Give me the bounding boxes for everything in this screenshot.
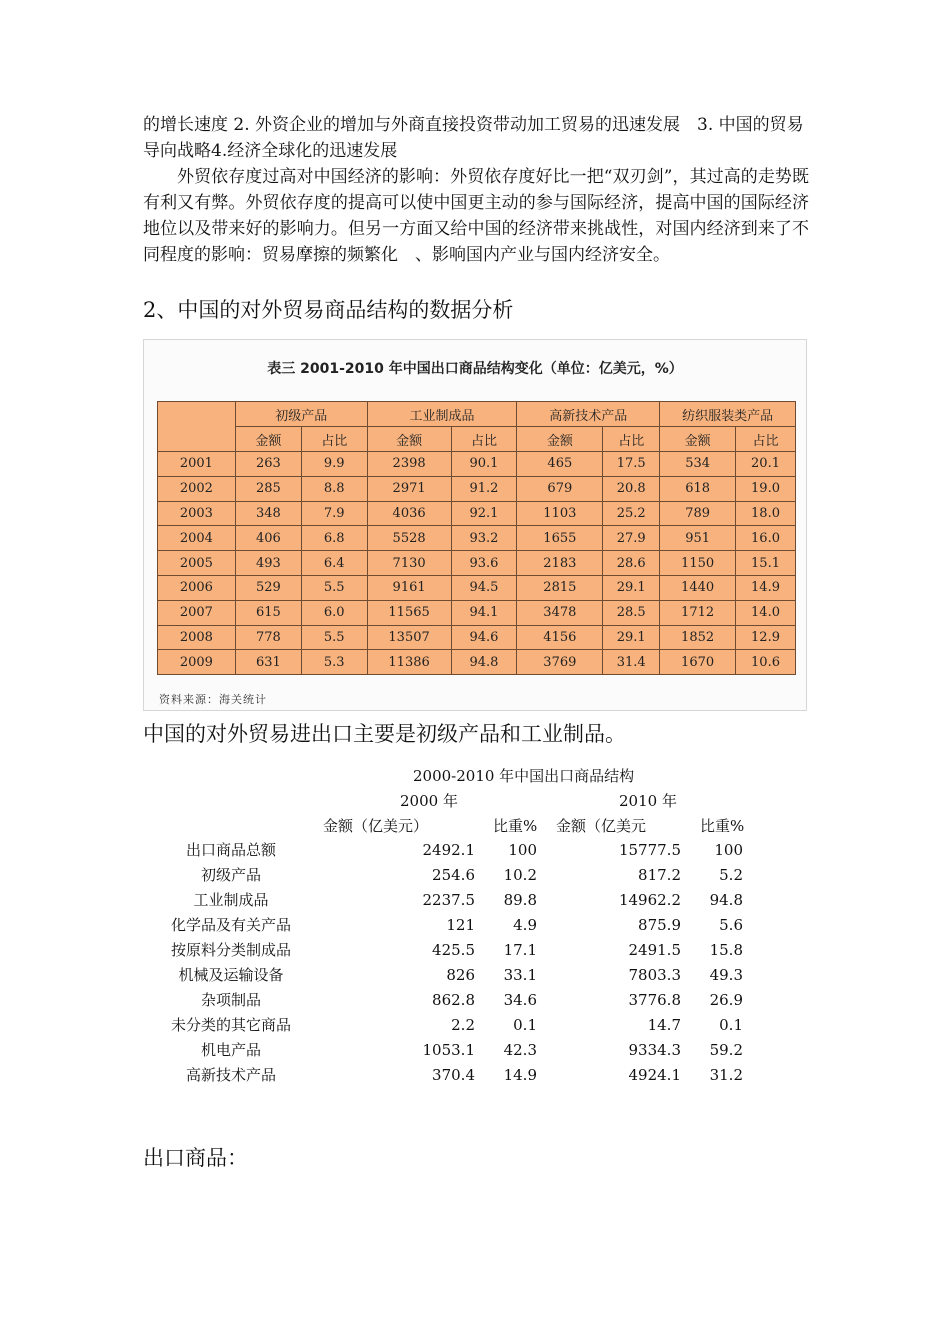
value-cell: 11565 <box>367 600 451 625</box>
value-cell: 529 <box>235 575 301 600</box>
amount-2000: 826 <box>446 966 475 984</box>
value-cell: 348 <box>235 501 301 526</box>
share-2010: 94.8 <box>709 891 743 909</box>
share-2010: 100 <box>714 841 743 859</box>
year-cell: 2004 <box>158 526 236 551</box>
amount-2000: 862.8 <box>432 991 475 1009</box>
value-cell: 2971 <box>367 476 451 501</box>
share-2010: 5.2 <box>719 866 743 884</box>
year-cell: 2006 <box>158 575 236 600</box>
value-cell: 7.9 <box>301 501 367 526</box>
value-cell: 9161 <box>367 575 451 600</box>
value-cell: 29.1 <box>603 575 660 600</box>
amount-2010: 4924.1 <box>628 1066 681 1084</box>
year-cell: 2002 <box>158 476 236 501</box>
year-cell: 2008 <box>158 625 236 650</box>
year-cell: 2003 <box>158 501 236 526</box>
amount-2000: 425.5 <box>432 941 475 959</box>
value-cell: 28.5 <box>603 600 660 625</box>
year-2000-header: 2000 年 <box>400 792 458 810</box>
share-2000: 4.9 <box>513 916 537 934</box>
value-cell: 31.4 <box>603 650 660 675</box>
group-header: 工业制成品 <box>367 402 517 427</box>
item-name: 杂项制品 <box>200 991 261 1009</box>
item-name: 按原料分类制成品 <box>170 941 291 959</box>
list-item <box>143 865 763 890</box>
value-cell: 5.5 <box>301 575 367 600</box>
value-cell: 9.9 <box>301 452 367 477</box>
value-cell: 25.2 <box>603 501 660 526</box>
section-heading: 2、中国的对外贸易商品结构的数据分析 <box>143 298 514 322</box>
value-cell: 94.1 <box>451 600 517 625</box>
share-2000: 14.9 <box>503 1066 537 1084</box>
value-cell: 1852 <box>660 625 736 650</box>
value-cell: 18.0 <box>736 501 796 526</box>
text-table-title: 2000-2010 年中国出口商品结构 <box>413 767 635 785</box>
export-structure-table-image <box>143 339 807 711</box>
value-cell: 20.1 <box>736 452 796 477</box>
text-table-rows <box>143 840 763 1090</box>
group-header: 纺织服装类产品 <box>660 402 796 427</box>
share-2000: 100 <box>508 841 537 859</box>
item-name: 化学品及有关产品 <box>170 916 291 934</box>
share-2000: 42.3 <box>503 1041 537 1059</box>
value-cell: 285 <box>235 476 301 501</box>
list-item <box>143 990 763 1015</box>
amount-2010: 3776.8 <box>628 991 681 1009</box>
col-header-share-2000: 比重% <box>493 817 538 835</box>
value-cell: 5.5 <box>301 625 367 650</box>
list-item <box>143 965 763 990</box>
item-name: 机电产品 <box>200 1041 261 1059</box>
share-2010: 49.3 <box>709 966 743 984</box>
table-row <box>158 650 796 675</box>
value-cell: 1670 <box>660 650 736 675</box>
year-2010-header: 2010 年 <box>619 792 677 810</box>
amount-2000: 1053.1 <box>422 1041 475 1059</box>
subheader-cell: 占比 <box>451 427 517 452</box>
value-cell: 3478 <box>517 600 603 625</box>
value-cell: 12.9 <box>736 625 796 650</box>
summary-text: 中国的对外贸易进出口主要是初级产品和工业制品。 <box>143 722 626 746</box>
amount-2000: 370.4 <box>432 1066 475 1084</box>
value-cell: 615 <box>235 600 301 625</box>
share-2010: 26.9 <box>709 991 743 1009</box>
value-cell: 19.0 <box>736 476 796 501</box>
corner-cell <box>158 402 236 452</box>
list-item <box>143 1040 763 1065</box>
list-item <box>143 1015 763 1040</box>
item-name: 高新技术产品 <box>185 1066 276 1084</box>
value-cell: 406 <box>235 526 301 551</box>
amount-2010: 7803.3 <box>628 966 681 984</box>
year-cell: 2005 <box>158 551 236 576</box>
amount-2010: 14.7 <box>647 1016 681 1034</box>
amount-2000: 2492.1 <box>422 841 475 859</box>
value-cell: 14.9 <box>736 575 796 600</box>
value-cell: 1150 <box>660 551 736 576</box>
value-cell: 90.1 <box>451 452 517 477</box>
value-cell: 20.8 <box>603 476 660 501</box>
value-cell: 6.0 <box>301 600 367 625</box>
value-cell: 789 <box>660 501 736 526</box>
amount-2010: 15777.5 <box>618 841 681 859</box>
table-row <box>158 625 796 650</box>
amount-2010: 817.2 <box>638 866 681 884</box>
value-cell: 4156 <box>517 625 603 650</box>
group-header: 高新技术产品 <box>517 402 660 427</box>
share-2000: 10.2 <box>503 866 537 884</box>
value-cell: 7130 <box>367 551 451 576</box>
table-row <box>158 526 796 551</box>
year-cell: 2009 <box>158 650 236 675</box>
amount-2010: 9334.3 <box>628 1041 681 1059</box>
table-row <box>158 501 796 526</box>
item-name: 机械及运输设备 <box>178 966 284 984</box>
table-row <box>158 452 796 477</box>
amount-2000: 121 <box>446 916 475 934</box>
value-cell: 8.8 <box>301 476 367 501</box>
group-header: 初级产品 <box>235 402 367 427</box>
value-cell: 94.8 <box>451 650 517 675</box>
value-cell: 29.1 <box>603 625 660 650</box>
amount-2010: 14962.2 <box>618 891 681 909</box>
item-name: 工业制成品 <box>193 891 269 909</box>
share-2010: 59.2 <box>709 1041 743 1059</box>
col-header-amount-2000: 金额（亿美元） <box>323 817 429 835</box>
list-item <box>143 915 763 940</box>
export-goods-label: 出口商品： <box>143 1146 248 1170</box>
subheader-cell: 金额 <box>517 427 603 452</box>
value-cell: 1655 <box>517 526 603 551</box>
value-cell: 6.8 <box>301 526 367 551</box>
paragraph-reasons: 的增长速度 2. 外资企业的增加与外商直接投资带动加工贸易的迅速发展 3. 中国的贸易导向战略4.经济全球化的迅速发展 <box>143 115 804 161</box>
table-row <box>158 476 796 501</box>
subheader-cell: 金额 <box>235 427 301 452</box>
value-cell: 1103 <box>517 501 603 526</box>
amount-2000: 254.6 <box>432 866 475 884</box>
value-cell: 11386 <box>367 650 451 675</box>
list-item <box>143 890 763 915</box>
item-name: 未分类的其它商品 <box>170 1016 291 1034</box>
item-name: 出口商品总额 <box>185 841 276 859</box>
share-2000: 33.1 <box>503 966 537 984</box>
table-subheader-row <box>158 427 796 452</box>
value-cell: 14.0 <box>736 600 796 625</box>
value-cell: 27.9 <box>603 526 660 551</box>
share-2010: 0.1 <box>719 1016 743 1034</box>
share-2010: 5.6 <box>719 916 743 934</box>
amount-2000: 2.2 <box>451 1016 475 1034</box>
value-cell: 3769 <box>517 650 603 675</box>
share-2010: 31.2 <box>709 1066 743 1084</box>
value-cell: 5528 <box>367 526 451 551</box>
table-source-note: 资料来源：海关统计 <box>159 693 267 706</box>
share-2000: 34.6 <box>503 991 537 1009</box>
value-cell: 6.4 <box>301 551 367 576</box>
value-cell: 92.1 <box>451 501 517 526</box>
value-cell: 1712 <box>660 600 736 625</box>
value-cell: 94.5 <box>451 575 517 600</box>
subheader-cell: 占比 <box>736 427 796 452</box>
value-cell: 94.6 <box>451 625 517 650</box>
value-cell: 534 <box>660 452 736 477</box>
value-cell: 493 <box>235 551 301 576</box>
share-2000: 0.1 <box>513 1016 537 1034</box>
value-cell: 16.0 <box>736 526 796 551</box>
list-item <box>143 840 763 865</box>
value-cell: 618 <box>660 476 736 501</box>
share-2000: 89.8 <box>503 891 537 909</box>
value-cell: 2398 <box>367 452 451 477</box>
year-cell: 2001 <box>158 452 236 477</box>
value-cell: 679 <box>517 476 603 501</box>
value-cell: 93.6 <box>451 551 517 576</box>
amount-2000: 2237.5 <box>422 891 475 909</box>
col-header-share-2010: 比重% <box>700 817 745 835</box>
value-cell: 13507 <box>367 625 451 650</box>
value-cell: 631 <box>235 650 301 675</box>
amount-2010: 2491.5 <box>628 941 681 959</box>
col-header-amount-2010: 金额（亿美元 <box>556 817 647 835</box>
list-item <box>143 940 763 965</box>
value-cell: 5.3 <box>301 650 367 675</box>
value-cell: 778 <box>235 625 301 650</box>
table-group-header-row <box>158 402 796 427</box>
subheader-cell: 金额 <box>367 427 451 452</box>
value-cell: 15.1 <box>736 551 796 576</box>
value-cell: 263 <box>235 452 301 477</box>
table-title: 表三 2001-2010 年中国出口商品结构变化（单位：亿美元，%） <box>267 361 683 377</box>
item-name: 初级产品 <box>200 866 261 884</box>
export-structure-table <box>157 401 796 675</box>
value-cell: 17.5 <box>603 452 660 477</box>
share-2010: 15.8 <box>709 941 743 959</box>
value-cell: 93.2 <box>451 526 517 551</box>
table-row <box>158 575 796 600</box>
value-cell: 1440 <box>660 575 736 600</box>
list-item <box>143 1065 763 1090</box>
subheader-cell: 占比 <box>603 427 660 452</box>
share-2000: 17.1 <box>503 941 537 959</box>
value-cell: 951 <box>660 526 736 551</box>
value-cell: 4036 <box>367 501 451 526</box>
value-cell: 28.6 <box>603 551 660 576</box>
table-row <box>158 600 796 625</box>
value-cell: 10.6 <box>736 650 796 675</box>
year-cell: 2007 <box>158 600 236 625</box>
subheader-cell: 金额 <box>660 427 736 452</box>
value-cell: 465 <box>517 452 603 477</box>
value-cell: 2815 <box>517 575 603 600</box>
subheader-cell: 占比 <box>301 427 367 452</box>
paragraph-dependence-impact: 外贸依存度过高对中国经济的影响：外贸依存度好比一把“双刃剑”，其过高的走势既有利又有弊。外贸依存度的提高可以使中国更主动的参与国际经济，提高中国的国际经济地位以及带来好的影响力。但另一方面又给中国的经济带来挑战性，对国内经济到来了不同程度的影响：贸易摩擦的频繁化 、影响国内产业与国内经济安全。 <box>143 167 809 265</box>
amount-2010: 875.9 <box>638 916 681 934</box>
value-cell: 2183 <box>517 551 603 576</box>
value-cell: 91.2 <box>451 476 517 501</box>
table-row <box>158 551 796 576</box>
